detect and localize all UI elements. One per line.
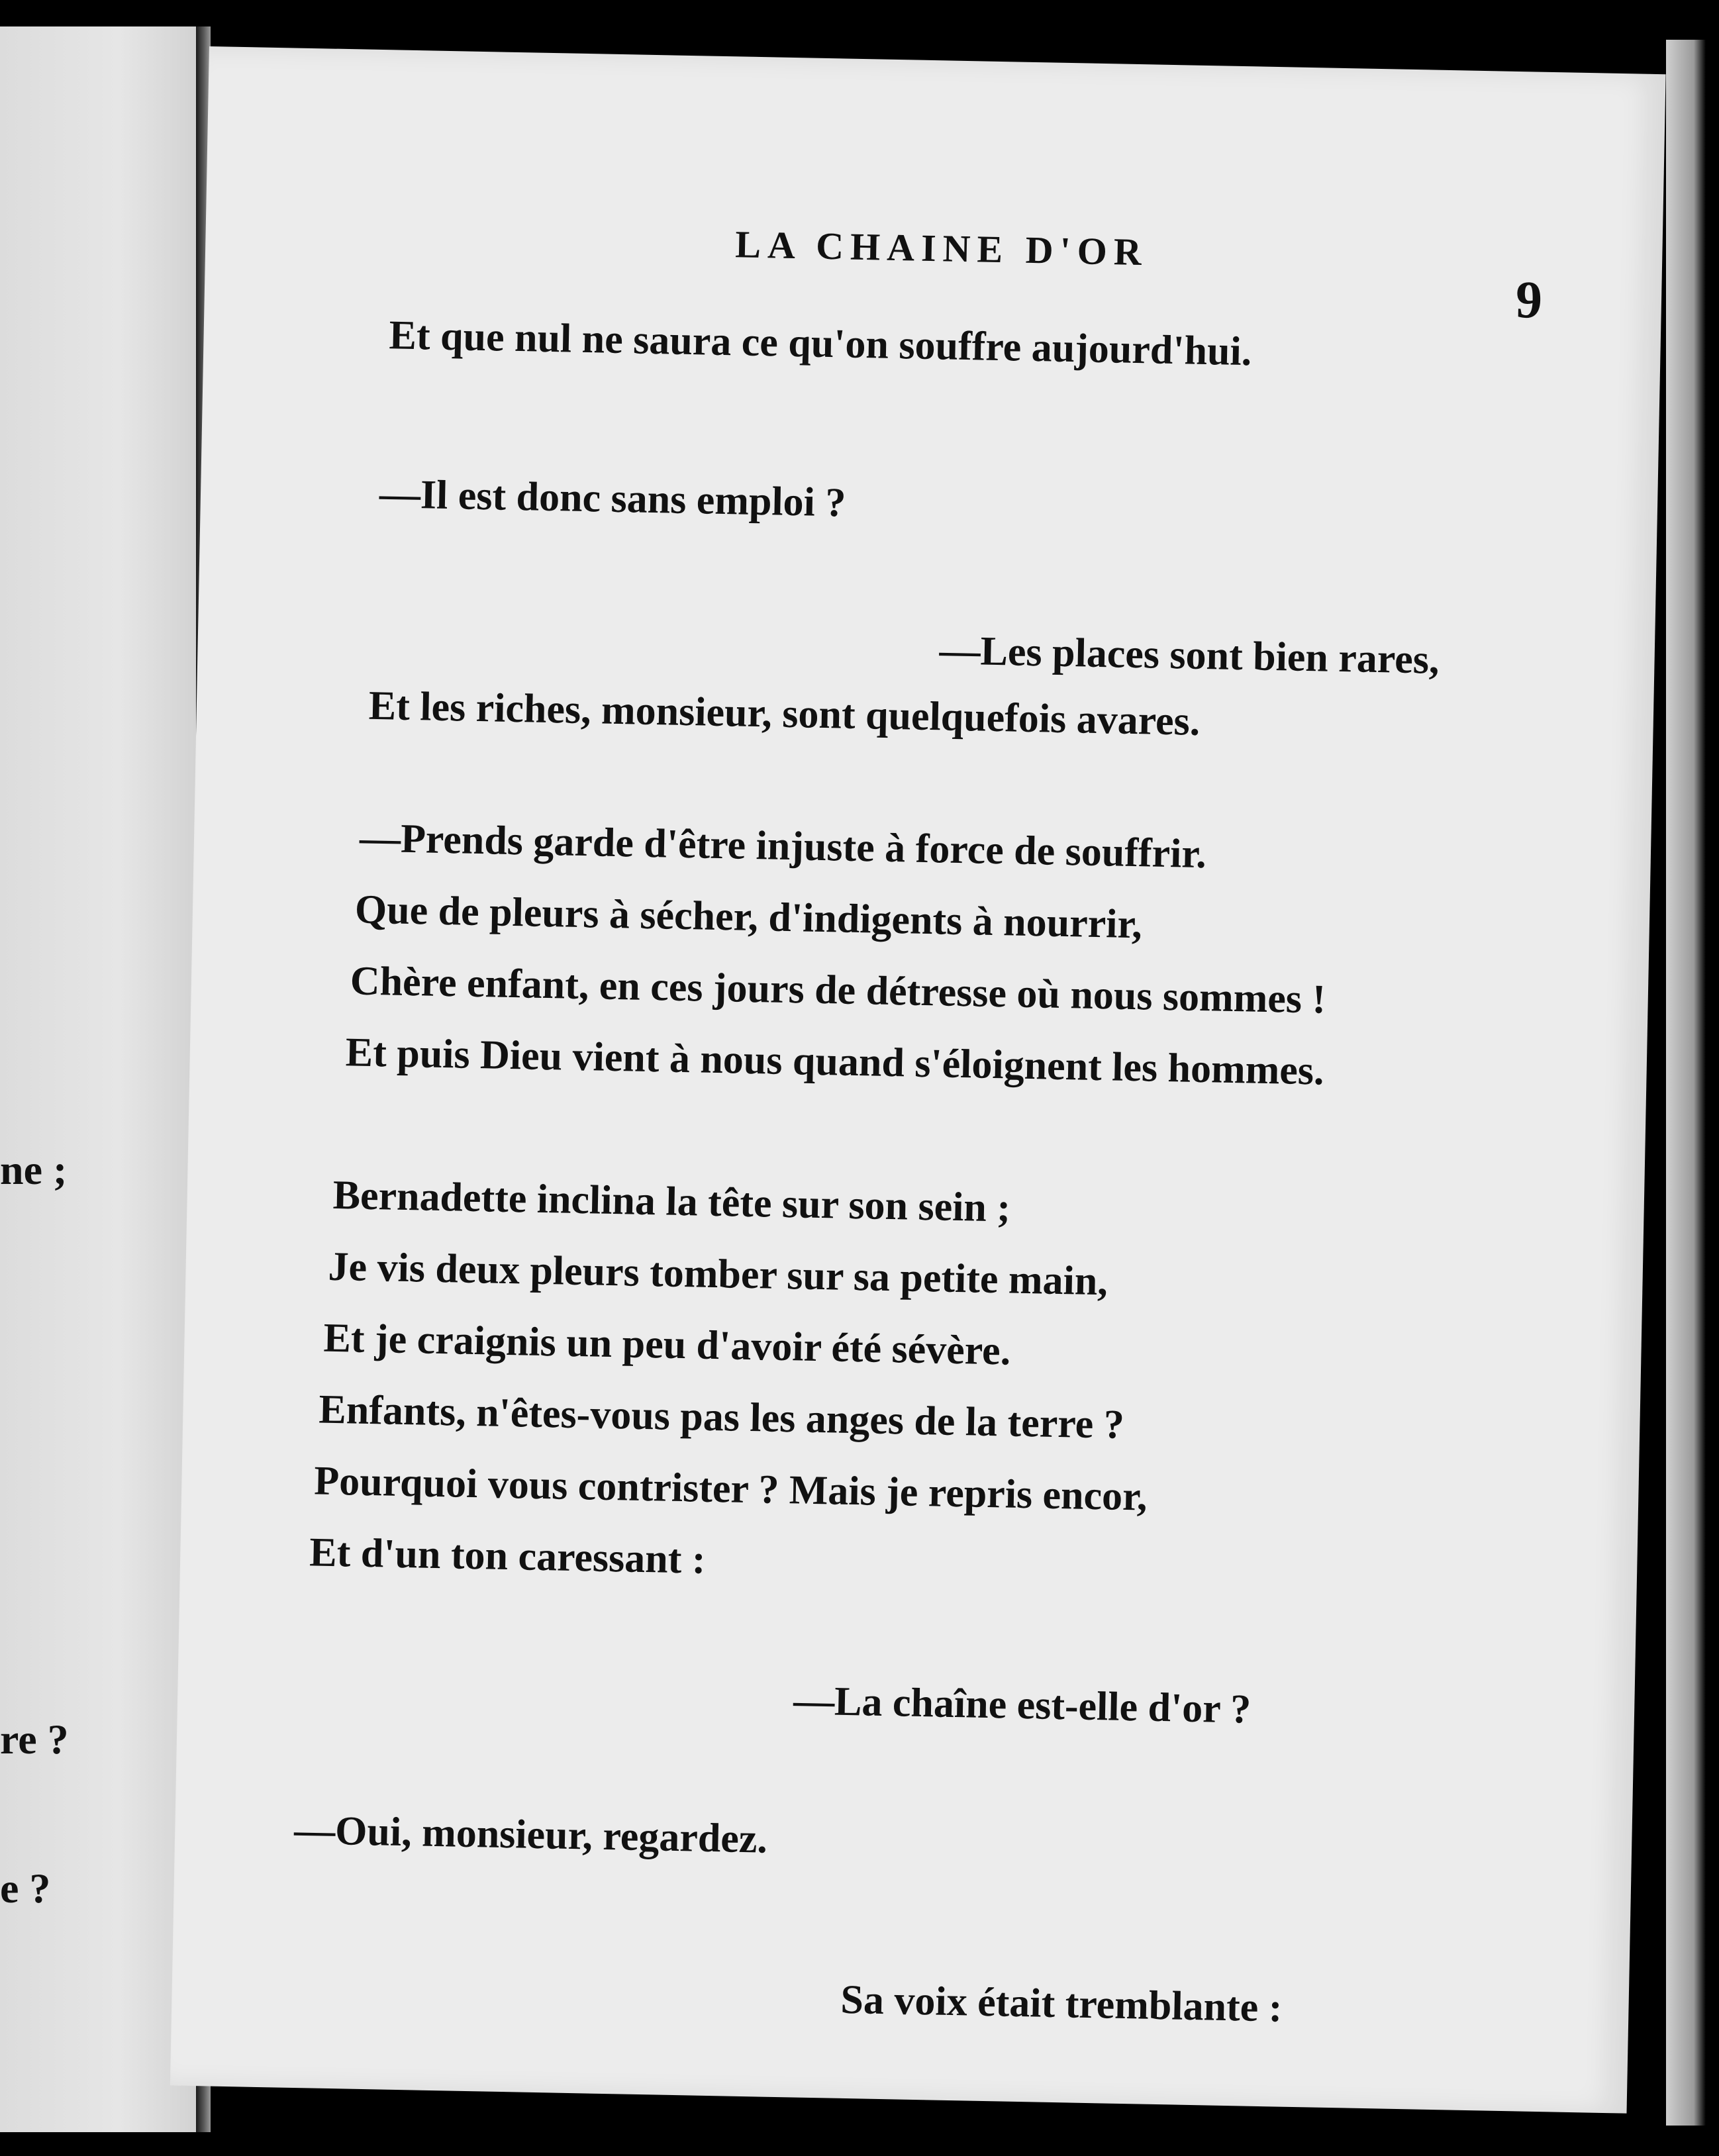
verse-line: Bernadette inclina la tête sur son sein ; — [332, 1172, 1011, 1231]
verse-line: Et d'un ton caressant : — [309, 1530, 707, 1583]
verse-line: Que de pleurs à sécher, d'indigents à nourrir, — [354, 887, 1143, 948]
verse-line: Enfants, n'êtes-vous pas les anges de la terre ? — [318, 1387, 1125, 1447]
left-page-fragment: ne ; — [0, 1146, 68, 1193]
page-right-edge — [1666, 40, 1706, 2126]
verse-line: Et que nul ne saura ce qu'on souffre aujourd'hui. — [389, 313, 1252, 375]
verse-line: Je vis deux pleurs tomber sur sa petite main, — [328, 1244, 1108, 1304]
running-head: LA CHAINE D'OR — [734, 222, 1149, 274]
verse-line: —La chaîne est-elle d'or ? — [793, 1678, 1252, 1732]
verse-line: —Il est donc sans emploi ? — [379, 471, 847, 526]
verse-line: Et puis Dieu vient à nous quand s'éloignent les hommes. — [345, 1030, 1325, 1094]
verse-line: Et je craignis un peu d'avoir été sévère. — [322, 1315, 1011, 1374]
page-number: 9 — [1515, 270, 1543, 330]
verse-line: —Les places sont bien rares, — [939, 628, 1440, 683]
verse-line: Et les riches, monsieur, sont quelquefois avares. — [368, 683, 1201, 744]
right-page — [170, 46, 1666, 2114]
left-page-fragment: e ? — [0, 1865, 51, 1912]
left-page-fragment: re ? — [0, 1716, 69, 1763]
verse-line: Pourquoi vous contrister ? Mais je repris encor, — [313, 1458, 1148, 1520]
verse-line: Chère enfant, en ces jours de détresse où nous sommes ! — [350, 958, 1326, 1022]
verse-line: Sa voix était tremblante : — [840, 1977, 1283, 2031]
verse-line: —Prends garde d'être injuste à force de souffrir. — [359, 815, 1207, 877]
verse-line: —Oui, monsieur, regardez. — [293, 1807, 768, 1862]
left-facing-page — [0, 26, 199, 2132]
